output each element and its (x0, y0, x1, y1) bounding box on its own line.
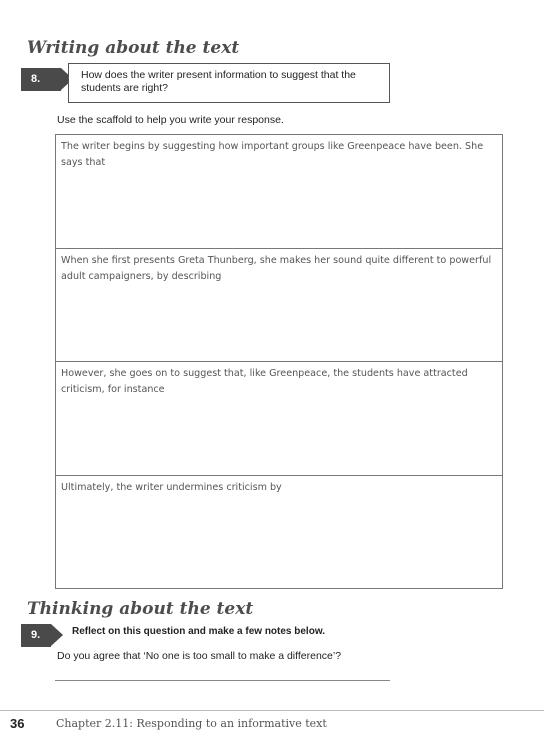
question-9-text: Do you agree that ‘No one is too small to make a difference’? (57, 650, 342, 662)
scaffold-instruction: Use the scaffold to help you write your response. (57, 114, 284, 126)
scaffold-prompt-1: The writer begins by suggesting how important groups like Greenpeace have been. She says that (61, 141, 484, 168)
scaffold-response-table (55, 134, 503, 589)
question-number-badge-8: 8. (21, 68, 61, 91)
chapter-title: Chapter 2.11: Responding to an informative text (56, 717, 327, 730)
section-heading-writing: Writing about the text (27, 38, 240, 58)
scaffold-cell-3[interactable] (56, 362, 502, 476)
question-9-prompt: Reflect on this question and make a few notes below. (72, 626, 326, 637)
page-number: 36 (10, 716, 25, 731)
scaffold-prompt-2: When she first presents Greta Thunberg, she makes her sound quite different to powerful adult campaigners, by describing (61, 254, 492, 282)
scaffold-cell-1[interactable] (56, 135, 502, 249)
section-heading-thinking: Thinking about the text (27, 599, 254, 619)
answer-line[interactable] (55, 680, 390, 681)
question-box-8: How does the writer present information to suggest that the students are right? (68, 63, 390, 103)
footer-divider (0, 710, 544, 711)
scaffold-cell-4[interactable] (56, 476, 502, 590)
scaffold-prompt-3: However, she goes on to suggest that, like Greenpeace, the students have attracted criticism, for instance (61, 368, 468, 395)
question-number-badge-9: 9. (21, 624, 51, 647)
scaffold-cell-2[interactable] (56, 249, 502, 363)
scaffold-prompt-4: Ultimately, the writer undermines criticism by (61, 481, 282, 493)
